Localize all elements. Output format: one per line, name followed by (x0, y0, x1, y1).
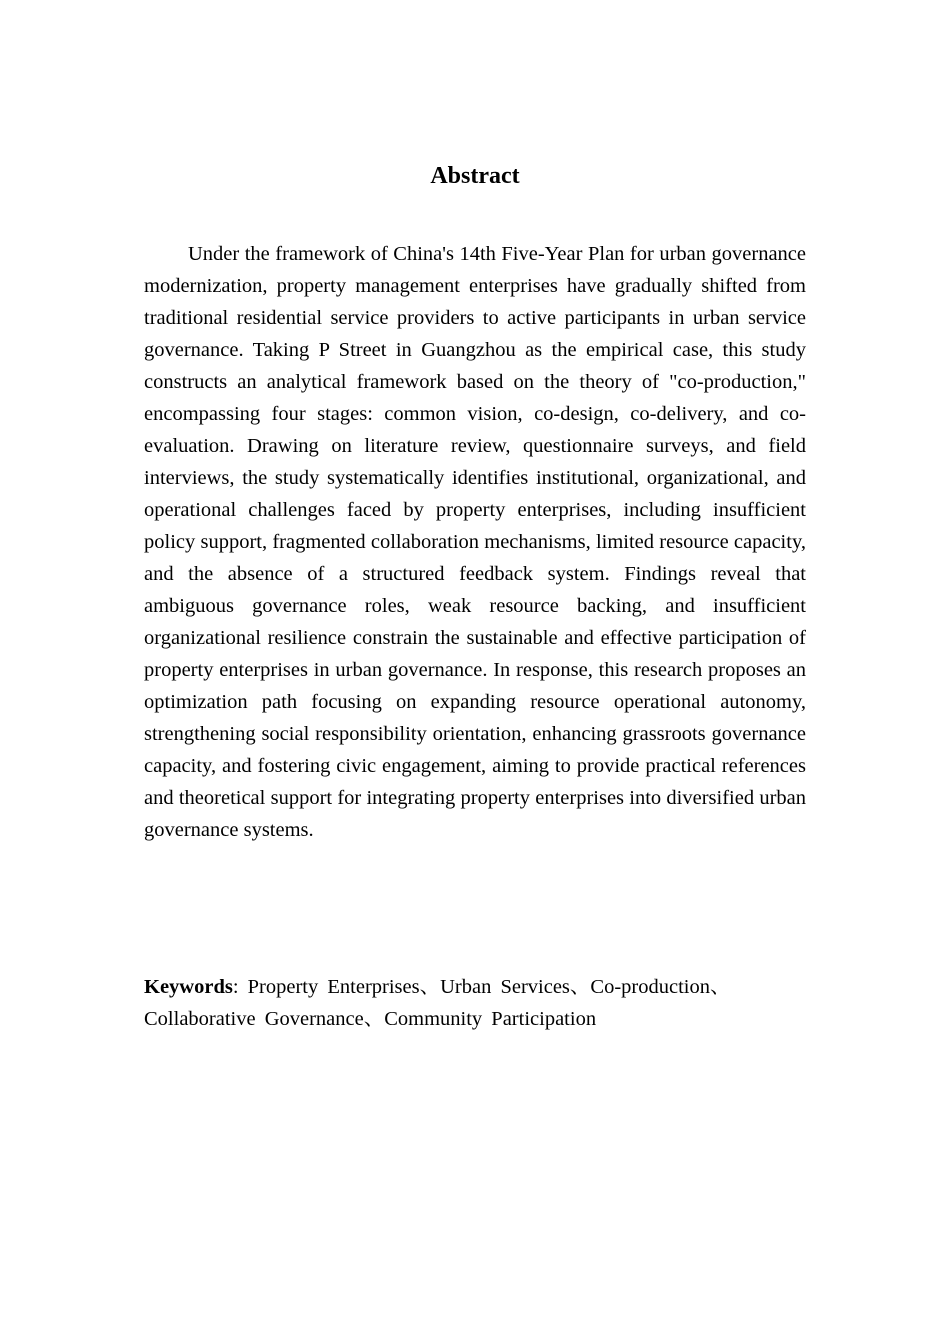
keywords-label: Keywords (144, 976, 233, 998)
keywords-line (144, 971, 806, 1035)
keywords-list: Property Enterprises、Urban Services、Co-production、Collaborative Governance、Community Participation (144, 976, 731, 1030)
keywords-separator: : (232, 976, 248, 998)
abstract-title: Abstract (430, 163, 520, 189)
abstract-paragraph: Under the framework of China's 14th Five-Year Plan for urban governance modernization, property management enterprises have gradually shifted from traditional residential service providers to active participants in urban service governance. Taking P Street in Guangzhou as the empirical case, this study constructs an analytical framework based on the theory of "co-production," encompassing four stages: common vision, co-design, co-delivery, and co-evaluation. Drawing on literature review, questionnaire surveys, and field interviews, the study systematically identifies institutional, organizational, and operational challenges faced by property enterprises, including insufficient policy support, fragmented collaboration mechanisms, limited resource capacity, and the absence of a structured feedback system. Findings reveal that ambiguous governance roles, weak resource backing, and insufficient organizational resilience constrain the sustainable and effective participation of property enterprises in urban governance. In response, this research proposes an optimization path focusing on expanding resource operational autonomy, strengthening social responsibility orientation, enhancing grassroots governance capacity, and fostering civic engagement, aiming to provide practical references and theoretical support for integrating property enterprises into diversified urban governance systems. (144, 243, 806, 841)
